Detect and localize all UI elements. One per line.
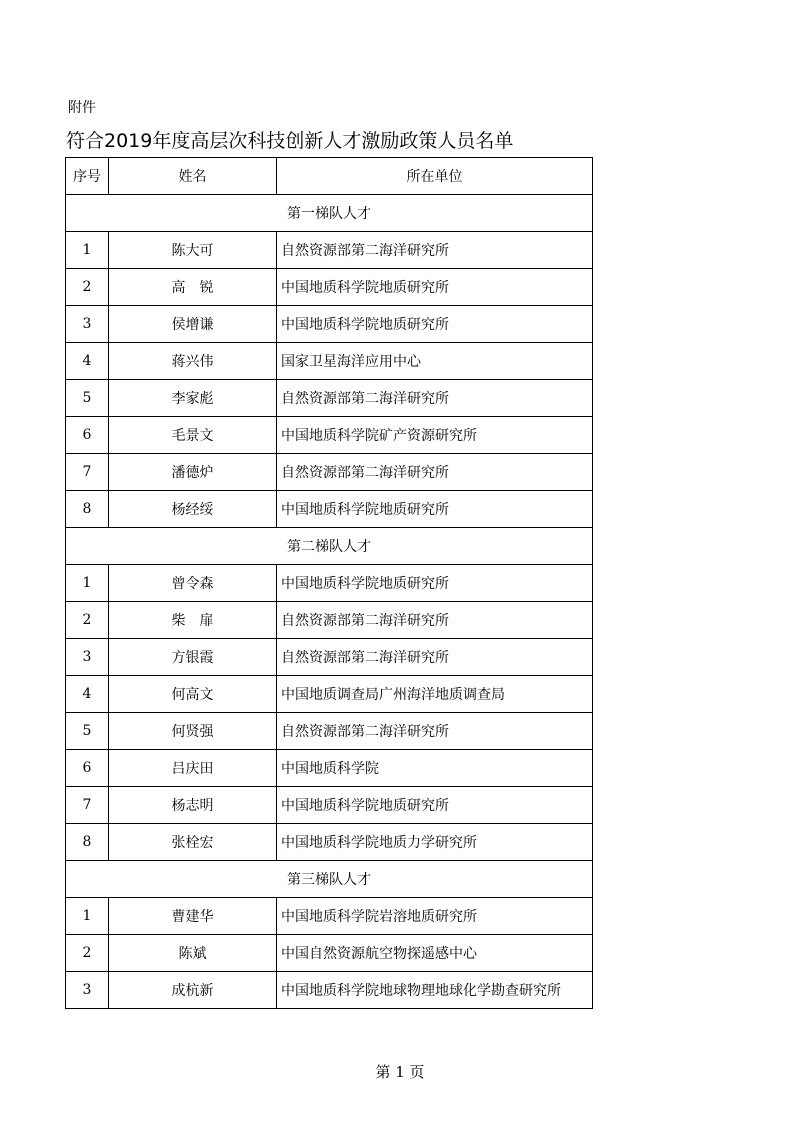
cell-no: 1 <box>66 565 109 602</box>
group-header-row <box>66 528 593 565</box>
cell-unit: 自然资源部第二海洋研究所 <box>277 380 593 417</box>
table-row <box>66 417 593 454</box>
cell-unit: 中国地质科学院 <box>277 750 593 787</box>
group-label: 第二梯队人才 <box>66 528 593 565</box>
cell-no: 3 <box>66 306 109 343</box>
cell-name: 陈大可 <box>109 232 277 269</box>
cell-name: 蒋兴伟 <box>109 343 277 380</box>
cell-unit: 中国地质科学院地质研究所 <box>277 491 593 528</box>
cell-name: 侯增谦 <box>109 306 277 343</box>
cell-name: 方银霞 <box>109 639 277 676</box>
cell-no: 1 <box>66 898 109 935</box>
cell-no: 2 <box>66 935 109 972</box>
cell-name: 柴 扉 <box>109 602 277 639</box>
cell-no: 5 <box>66 713 109 750</box>
page-number: 第 1 页 <box>375 1063 425 1081</box>
cell-unit: 自然资源部第二海洋研究所 <box>277 639 593 676</box>
table-row <box>66 454 593 491</box>
group-header-row <box>66 861 593 898</box>
table-row <box>66 676 593 713</box>
cell-name: 何贤强 <box>109 713 277 750</box>
table-row <box>66 565 593 602</box>
cell-name: 陈斌 <box>109 935 277 972</box>
table-row <box>66 639 593 676</box>
table-row <box>66 750 593 787</box>
table-row <box>66 898 593 935</box>
table-row <box>66 972 593 1009</box>
cell-no: 4 <box>66 676 109 713</box>
table-row <box>66 935 593 972</box>
column-header-unit: 所在单位 <box>277 158 593 195</box>
table-row <box>66 824 593 861</box>
cell-name: 成杭新 <box>109 972 277 1009</box>
cell-name: 李家彪 <box>109 380 277 417</box>
cell-unit: 自然资源部第二海洋研究所 <box>277 602 593 639</box>
group-label: 第三梯队人才 <box>66 861 593 898</box>
document-title: 符合2019年度高层次科技创新人才激励政策人员名单 <box>66 130 514 152</box>
table-row <box>66 787 593 824</box>
table-header-row <box>66 158 593 195</box>
cell-no: 8 <box>66 491 109 528</box>
cell-unit: 中国地质科学院岩溶地质研究所 <box>277 898 593 935</box>
cell-name: 潘德炉 <box>109 454 277 491</box>
table-row <box>66 232 593 269</box>
cell-no: 2 <box>66 602 109 639</box>
cell-unit: 中国自然资源航空物探遥感中心 <box>277 935 593 972</box>
cell-no: 7 <box>66 454 109 491</box>
cell-unit: 中国地质科学院地质研究所 <box>277 269 593 306</box>
cell-unit: 中国地质科学院矿产资源研究所 <box>277 417 593 454</box>
cell-unit: 中国地质科学院地质研究所 <box>277 306 593 343</box>
table-row <box>66 343 593 380</box>
cell-unit: 自然资源部第二海洋研究所 <box>277 232 593 269</box>
cell-name: 高 锐 <box>109 269 277 306</box>
cell-no: 2 <box>66 269 109 306</box>
cell-no: 4 <box>66 343 109 380</box>
cell-no: 6 <box>66 750 109 787</box>
attachment-label: 附件 <box>68 100 96 116</box>
group-header-row <box>66 195 593 232</box>
cell-no: 3 <box>66 972 109 1009</box>
cell-unit: 中国地质科学院地质研究所 <box>277 565 593 602</box>
cell-name: 吕庆田 <box>109 750 277 787</box>
cell-no: 8 <box>66 824 109 861</box>
cell-unit: 中国地质科学院地质研究所 <box>277 787 593 824</box>
column-header-no: 序号 <box>66 158 109 195</box>
cell-name: 曾令森 <box>109 565 277 602</box>
table-row <box>66 380 593 417</box>
cell-name: 张栓宏 <box>109 824 277 861</box>
cell-unit: 中国地质科学院地质力学研究所 <box>277 824 593 861</box>
talent-roster-table <box>65 157 593 1009</box>
table-row <box>66 713 593 750</box>
cell-no: 6 <box>66 417 109 454</box>
cell-unit: 国家卫星海洋应用中心 <box>277 343 593 380</box>
cell-no: 3 <box>66 639 109 676</box>
cell-name: 杨经绥 <box>109 491 277 528</box>
cell-unit: 中国地质调查局广州海洋地质调查局 <box>277 676 593 713</box>
table-row <box>66 269 593 306</box>
group-label: 第一梯队人才 <box>66 195 593 232</box>
cell-unit: 自然资源部第二海洋研究所 <box>277 713 593 750</box>
cell-name: 毛景文 <box>109 417 277 454</box>
cell-name: 杨志明 <box>109 787 277 824</box>
cell-no: 7 <box>66 787 109 824</box>
cell-no: 1 <box>66 232 109 269</box>
cell-no: 5 <box>66 380 109 417</box>
table-row <box>66 602 593 639</box>
cell-name: 曹建华 <box>109 898 277 935</box>
cell-unit: 中国地质科学院地球物理地球化学勘查研究所 <box>277 972 593 1009</box>
table-row <box>66 306 593 343</box>
cell-unit: 自然资源部第二海洋研究所 <box>277 454 593 491</box>
cell-name: 何高文 <box>109 676 277 713</box>
table-row <box>66 491 593 528</box>
column-header-name: 姓名 <box>109 158 277 195</box>
table-body <box>66 195 593 1009</box>
